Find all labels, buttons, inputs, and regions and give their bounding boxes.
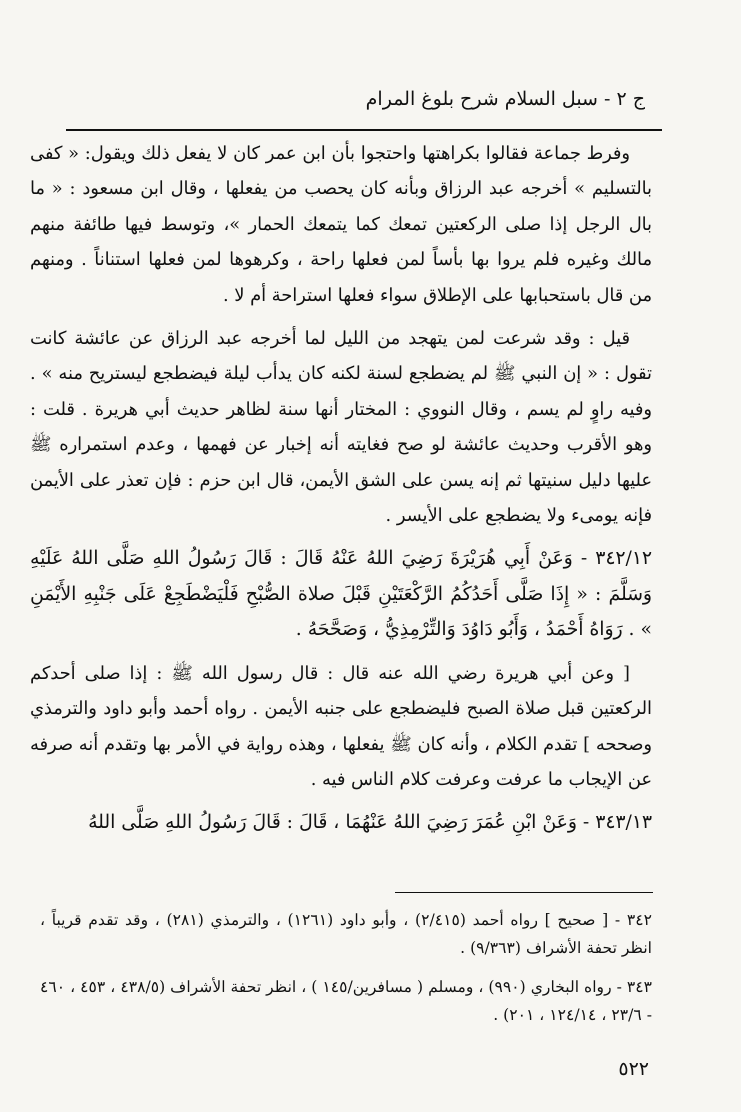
footnote-342: ٣٤٢ - [ صحيح ] رواه أحمد (٢/٤١٥) ، وأبو داود (١٢٦١) ، والترمذي (٢٨١) ، وقد تقدم قريباً ، انظر تحفة الأشراف (٩/٣٦٣) . — [40, 911, 652, 957]
footnote-343: ٣٤٣ - رواه البخاري (٩٩٠) ، ومسلم ( مسافرين/١٤٥ ) ، انظر تحفة الأشراف (٤٣٨/٥ ، ٤٥٣ ، ٤٦٠ - ٢٣/٦ ، ١٢٤/١٤ ، ٢٠١) . — [40, 978, 652, 1024]
header-rule — [66, 129, 662, 131]
running-header: ج ٢ - سبل السلام شرح بلوغ المرام — [365, 88, 645, 110]
main-text — [30, 136, 652, 841]
hadith-343: ٣٤٣/١٣ - وَعَنْ ابْنِ عُمَرَ رَضِيَ اللهُ عَنْهُمَا ، قَالَ : قَالَ رَسُولُ اللهِ صَلَّى اللهُ — [88, 812, 652, 834]
paragraph-commentary-2: قيل : وقد شرعت لمن يتهجد من الليل لما أخرجه عبد الرزاق عن عائشة كانت تقول : « إن النبي ﷺ لم يضطجع لسنة لكنه كان يدأب ليلة فيضطجع ليستريح منه » . وفيه راوٍ لم يسم ، وقال النووي : المختار أنها سنة لظاهر حديث أبي هريرة . قلت : وهو الأقرب وحديث عائشة لو صح فغايته أنه إخبار عن فهمها ، وعدم استمراره ﷺ عليها دليل سنيتها ثم إنه يسن على الشق الأيمن، قال ابن حزم : فإن تعذر على الأيمن فإنه يومىء ولا يضطجع على الأيسر . — [30, 328, 652, 527]
hadith-342: ٣٤٢/١٢ - وَعَنْ أَبِي هُرَيْرَةَ رَضِيَ اللهُ عَنْهُ قَالَ : قَالَ رَسُولُ اللهِ صَلَّى اللهُ عَلَيْهِ وَسَلَّمَ : « إِذَا صَلَّى أَحَدُكُمُ الرَّكْعَتَيْنِ قَبْلَ صلاة الصُّبْحِ فَلْيَضْطَجِعْ عَلَى جَنْبِهِ الأَيْمَنِ » . رَوَاهُ أَحْمَدُ ، وَأَبُو دَاوُدَ وَالتِّرْمِذِيُّ ، وَصَحَّحَهُ . — [30, 548, 652, 641]
paragraph-commentary-3: [ وعن أبي هريرة رضي الله عنه قال : قال رسول الله ﷺ : إذا صلى أحدكم الركعتين قبل صلاة الصبح فليضطجع على جنبه الأيمن . رواه أحمد وأبو داود والترمذي وصححه ] تقدم الكلام ، وأنه كان ﷺ يفعلها ، وهذه رواية في الأمر بها وتقدم أنه صرفه عن الإيجاب ما عرفت وعرفت كلام الناس فيه . — [30, 662, 652, 790]
footnote-rule — [395, 892, 653, 893]
footnotes — [40, 907, 652, 1041]
page-number: ٥٢٢ — [618, 1058, 649, 1080]
paragraph-commentary-1: وفرط جماعة فقالوا بكراهتها واحتجوا بأن ابن عمر كان لا يفعل ذلك ويقول: « كفى بالتسليم » أخرجه عبد الرزاق وبأنه كان يحصب من يفعلها ، وقال ابن مسعود : « ما بال الرجل إذا صلى الركعتين تمعك كما يتمعك الحمار »، وتوسط فيها طائفة منهم مالك وغيره فلم يروا بها بأساً لمن فعلها راحة ، وكرهوها لمن فعلها استناناً . ومنهم من قال باستحبابها على الإطلاق سواء فعلها استراحة أم لا . — [30, 143, 652, 306]
